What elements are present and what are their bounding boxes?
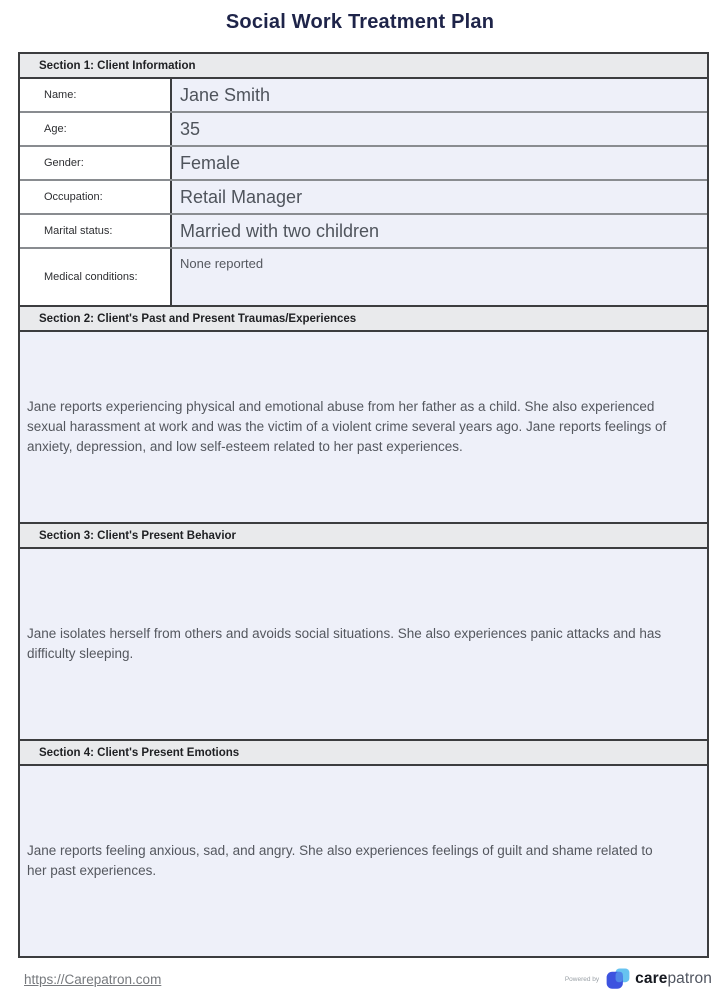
occupation-field[interactable]	[172, 181, 707, 213]
name-label	[20, 79, 172, 111]
age-label	[20, 113, 172, 145]
medical-conditions-label-text: Medical conditions:	[44, 271, 138, 283]
section-3-header	[20, 522, 707, 549]
powered-by-branding	[565, 964, 712, 994]
section-4-header	[20, 739, 707, 766]
gender-label	[20, 147, 172, 179]
medical-conditions-value: None reported	[180, 256, 264, 271]
carepatron-wordmark-care: care	[635, 970, 668, 987]
client-info-row-age	[20, 111, 707, 145]
section-3-title: Section 3: Client's Present Behavior	[39, 529, 237, 542]
carepatron-logo-icon	[605, 966, 631, 992]
section-3-field[interactable]	[20, 549, 707, 739]
section-4-text: Jane reports feeling anxious, sad, and angry. She also experiences feelings of guilt and shame related to her past experiences.	[27, 843, 653, 878]
occupation-value: Retail Manager	[180, 186, 303, 207]
section-3-text: Jane isolates herself from others and avoids social situations. She also experiences panic attacks and has difficulty sleeping.	[27, 626, 662, 661]
gender-label-text: Gender:	[44, 157, 84, 169]
carepatron-wordmark	[635, 970, 712, 988]
section-2-header	[20, 305, 707, 332]
client-info-row-medical-conditions	[20, 247, 707, 305]
marital-status-label	[20, 215, 172, 247]
marital-status-label-text: Marital status:	[44, 225, 113, 237]
client-info-row-name	[20, 79, 707, 111]
occupation-label	[20, 181, 172, 213]
name-value: Jane Smith	[180, 84, 271, 105]
client-info-row-occupation	[20, 179, 707, 213]
gender-field[interactable]	[172, 147, 707, 179]
section-1-title: Section 1: Client Information	[39, 59, 196, 72]
powered-by-label: Powered by	[564, 975, 600, 983]
name-label-text: Name:	[44, 89, 77, 101]
carepatron-link[interactable]: https://Carepatron.com	[24, 972, 162, 987]
section-2-title: Section 2: Client's Past and Present Traumas/Experiences	[39, 312, 357, 325]
section-4-field[interactable]	[20, 766, 707, 956]
client-info-row-marital-status	[20, 213, 707, 247]
treatment-plan-form	[18, 52, 709, 958]
section-2-field[interactable]	[20, 332, 707, 522]
marital-status-value: Married with two children	[180, 220, 380, 241]
carepatron-wordmark-patron: patron	[667, 970, 712, 987]
occupation-label-text: Occupation:	[44, 191, 103, 203]
page-title: Social Work Treatment Plan	[225, 11, 495, 33]
age-label-text: Age:	[44, 123, 67, 135]
medical-conditions-label	[20, 249, 172, 305]
age-value: 35	[180, 118, 201, 139]
gender-value: Female	[180, 152, 241, 173]
client-info-row-gender	[20, 145, 707, 179]
marital-status-field[interactable]	[172, 215, 707, 247]
age-field[interactable]	[172, 113, 707, 145]
section-2-text: Jane reports experiencing physical and emotional abuse from her father as a child. She also experienced sexual harassment at work and was the victim of a violent crime several years ago. Jane reports feelings of anxiety, depression, and low self-esteem related to her past experiences.	[27, 399, 667, 454]
name-field[interactable]	[172, 79, 707, 111]
section-4-title: Section 4: Client's Present Emotions	[39, 746, 240, 759]
section-1-header	[20, 54, 707, 79]
medical-conditions-field[interactable]	[172, 249, 707, 305]
